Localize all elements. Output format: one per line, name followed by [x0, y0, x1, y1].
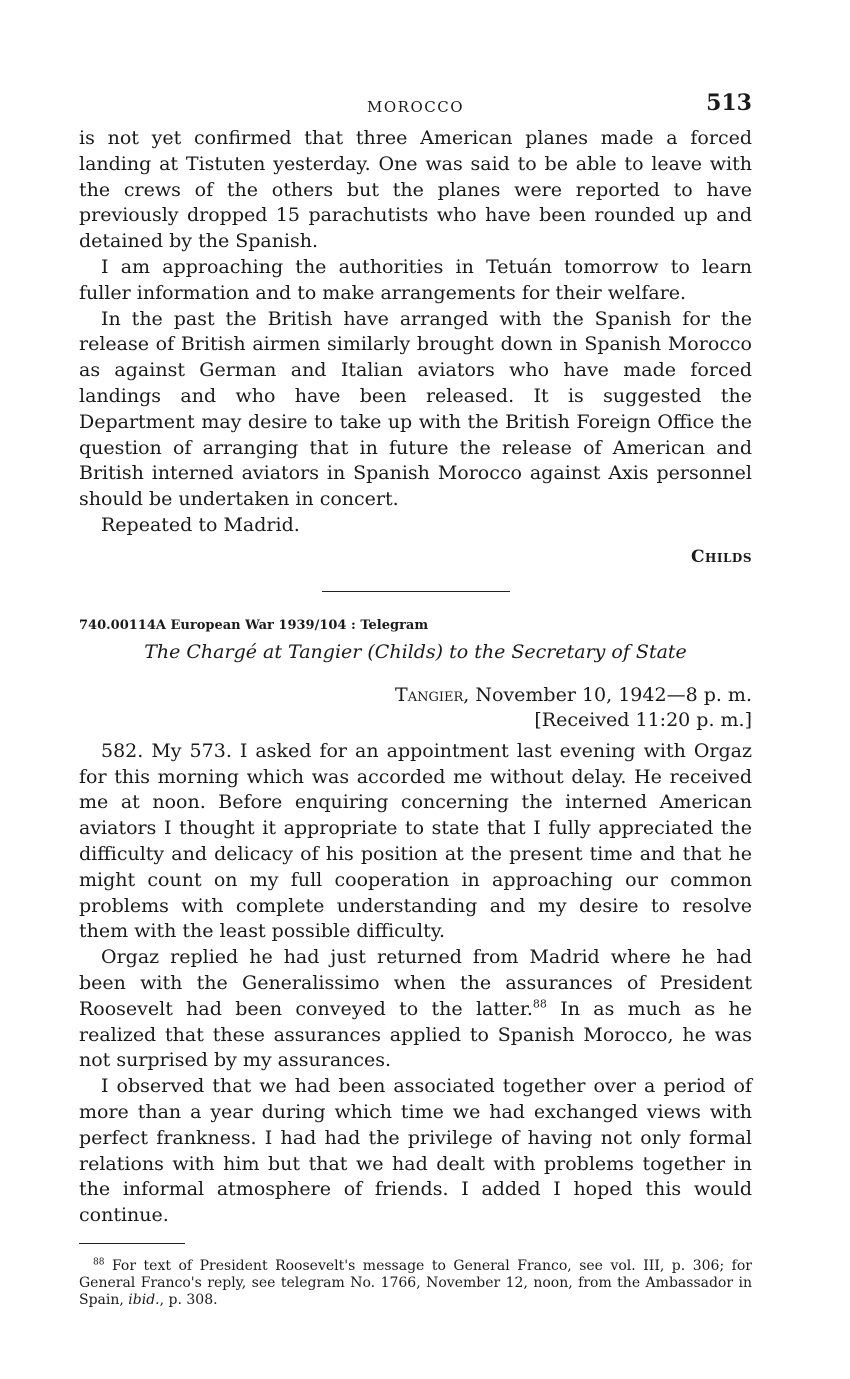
footnote-ibid: ibid.	[128, 1291, 160, 1308]
signature: Childs	[691, 546, 752, 567]
page-header	[79, 86, 752, 126]
telegram-paragraph-1: 582. My 573. I asked for an appointment last evening with Orgaz for this morning which was accorded me without delay. He received me at noon. Before enquiring concerning the interned American aviators I thought it appropriate to state that I fully appreciated the difficulty and delicacy of his position at the present time and that he might count on my full cooperation in approaching our common problems with complete understanding and my desire to resolve them with the least possible difficulty.	[79, 739, 752, 943]
telegram-paragraph-2-text: Orgaz replied he had just returned from Madrid where he had been with the Generalissimo when the assurances of President Roosevelt had been conveyed to the latter.	[79, 946, 752, 1020]
continued-paragraph-4: Repeated to Madrid.	[101, 513, 300, 536]
page-number: 513	[706, 90, 752, 116]
continued-paragraph-2: I am approaching the authorities in Tetuán tomorrow to learn fuller information and to make arrangements for their welfare.	[79, 255, 752, 304]
file-reference: 740.00114A European War 1939/104 : Telegram	[79, 617, 429, 633]
telegram-paragraph-3: I observed that we had been associated together over a period of more than a year during which time we had exchanged views with perfect frankness. I had had the privilege of having not only formal relations with him but that we had dealt with problems together in the informal atmosphere of friends. I added I hoped this would continue.	[79, 1075, 752, 1227]
document-title: The Chargé at Tangier (Childs) to the Secretary of State	[144, 640, 687, 663]
footnote-text-end: , p. 308.	[159, 1291, 218, 1308]
continued-paragraph-3: In the past the British have arranged with the Spanish for the release of British airmen similarly brought down in Spanish Morocco as against German and Italian aviators who have made forced landings and who have been released. It is suggested the Department may desire to take up with the British Foreign Office the question of arranging that in future the release of American and British interned aviators in Spanish Morocco against Axis personnel should be undertaken in concert.	[79, 307, 752, 511]
section-divider	[322, 591, 510, 592]
continued-paragraph-1: is not yet confirmed that three American planes made a forced landing at Tistuten yesterday. One was said to be able to leave with the crews of the others but the planes were reported to have previously dropped 15 parachutists who have been rounded up and detained by the Spanish.	[79, 127, 752, 253]
document-page	[79, 86, 752, 1309]
footnote	[79, 1258, 752, 1309]
dateline-place: Tangier,	[395, 683, 470, 706]
running-title: MOROCCO	[367, 98, 464, 116]
telegram-paragraph-2	[79, 945, 752, 1074]
footnote-text: For text of President Roosevelt's message to General Franco, see vol. III, p. 306; for General Franco's reply, see telegram No. 1766, November 12, noon, from the Ambassador in Spain,	[79, 1257, 752, 1308]
dateline	[79, 683, 752, 708]
telegram-paragraph-2-text-cont: In as much as he realized that these assurances applied to Spanish Morocco, he was not surprised by my assurances.	[79, 997, 752, 1072]
footnote-mark: 88	[93, 1257, 105, 1268]
dateline-date: November 10, 1942—8 p. m.	[469, 683, 752, 706]
footnote-divider	[79, 1243, 185, 1244]
received-note: [Received 11:20 p. m.]	[534, 708, 752, 731]
footnote-reference[interactable]: 88	[532, 997, 547, 1011]
